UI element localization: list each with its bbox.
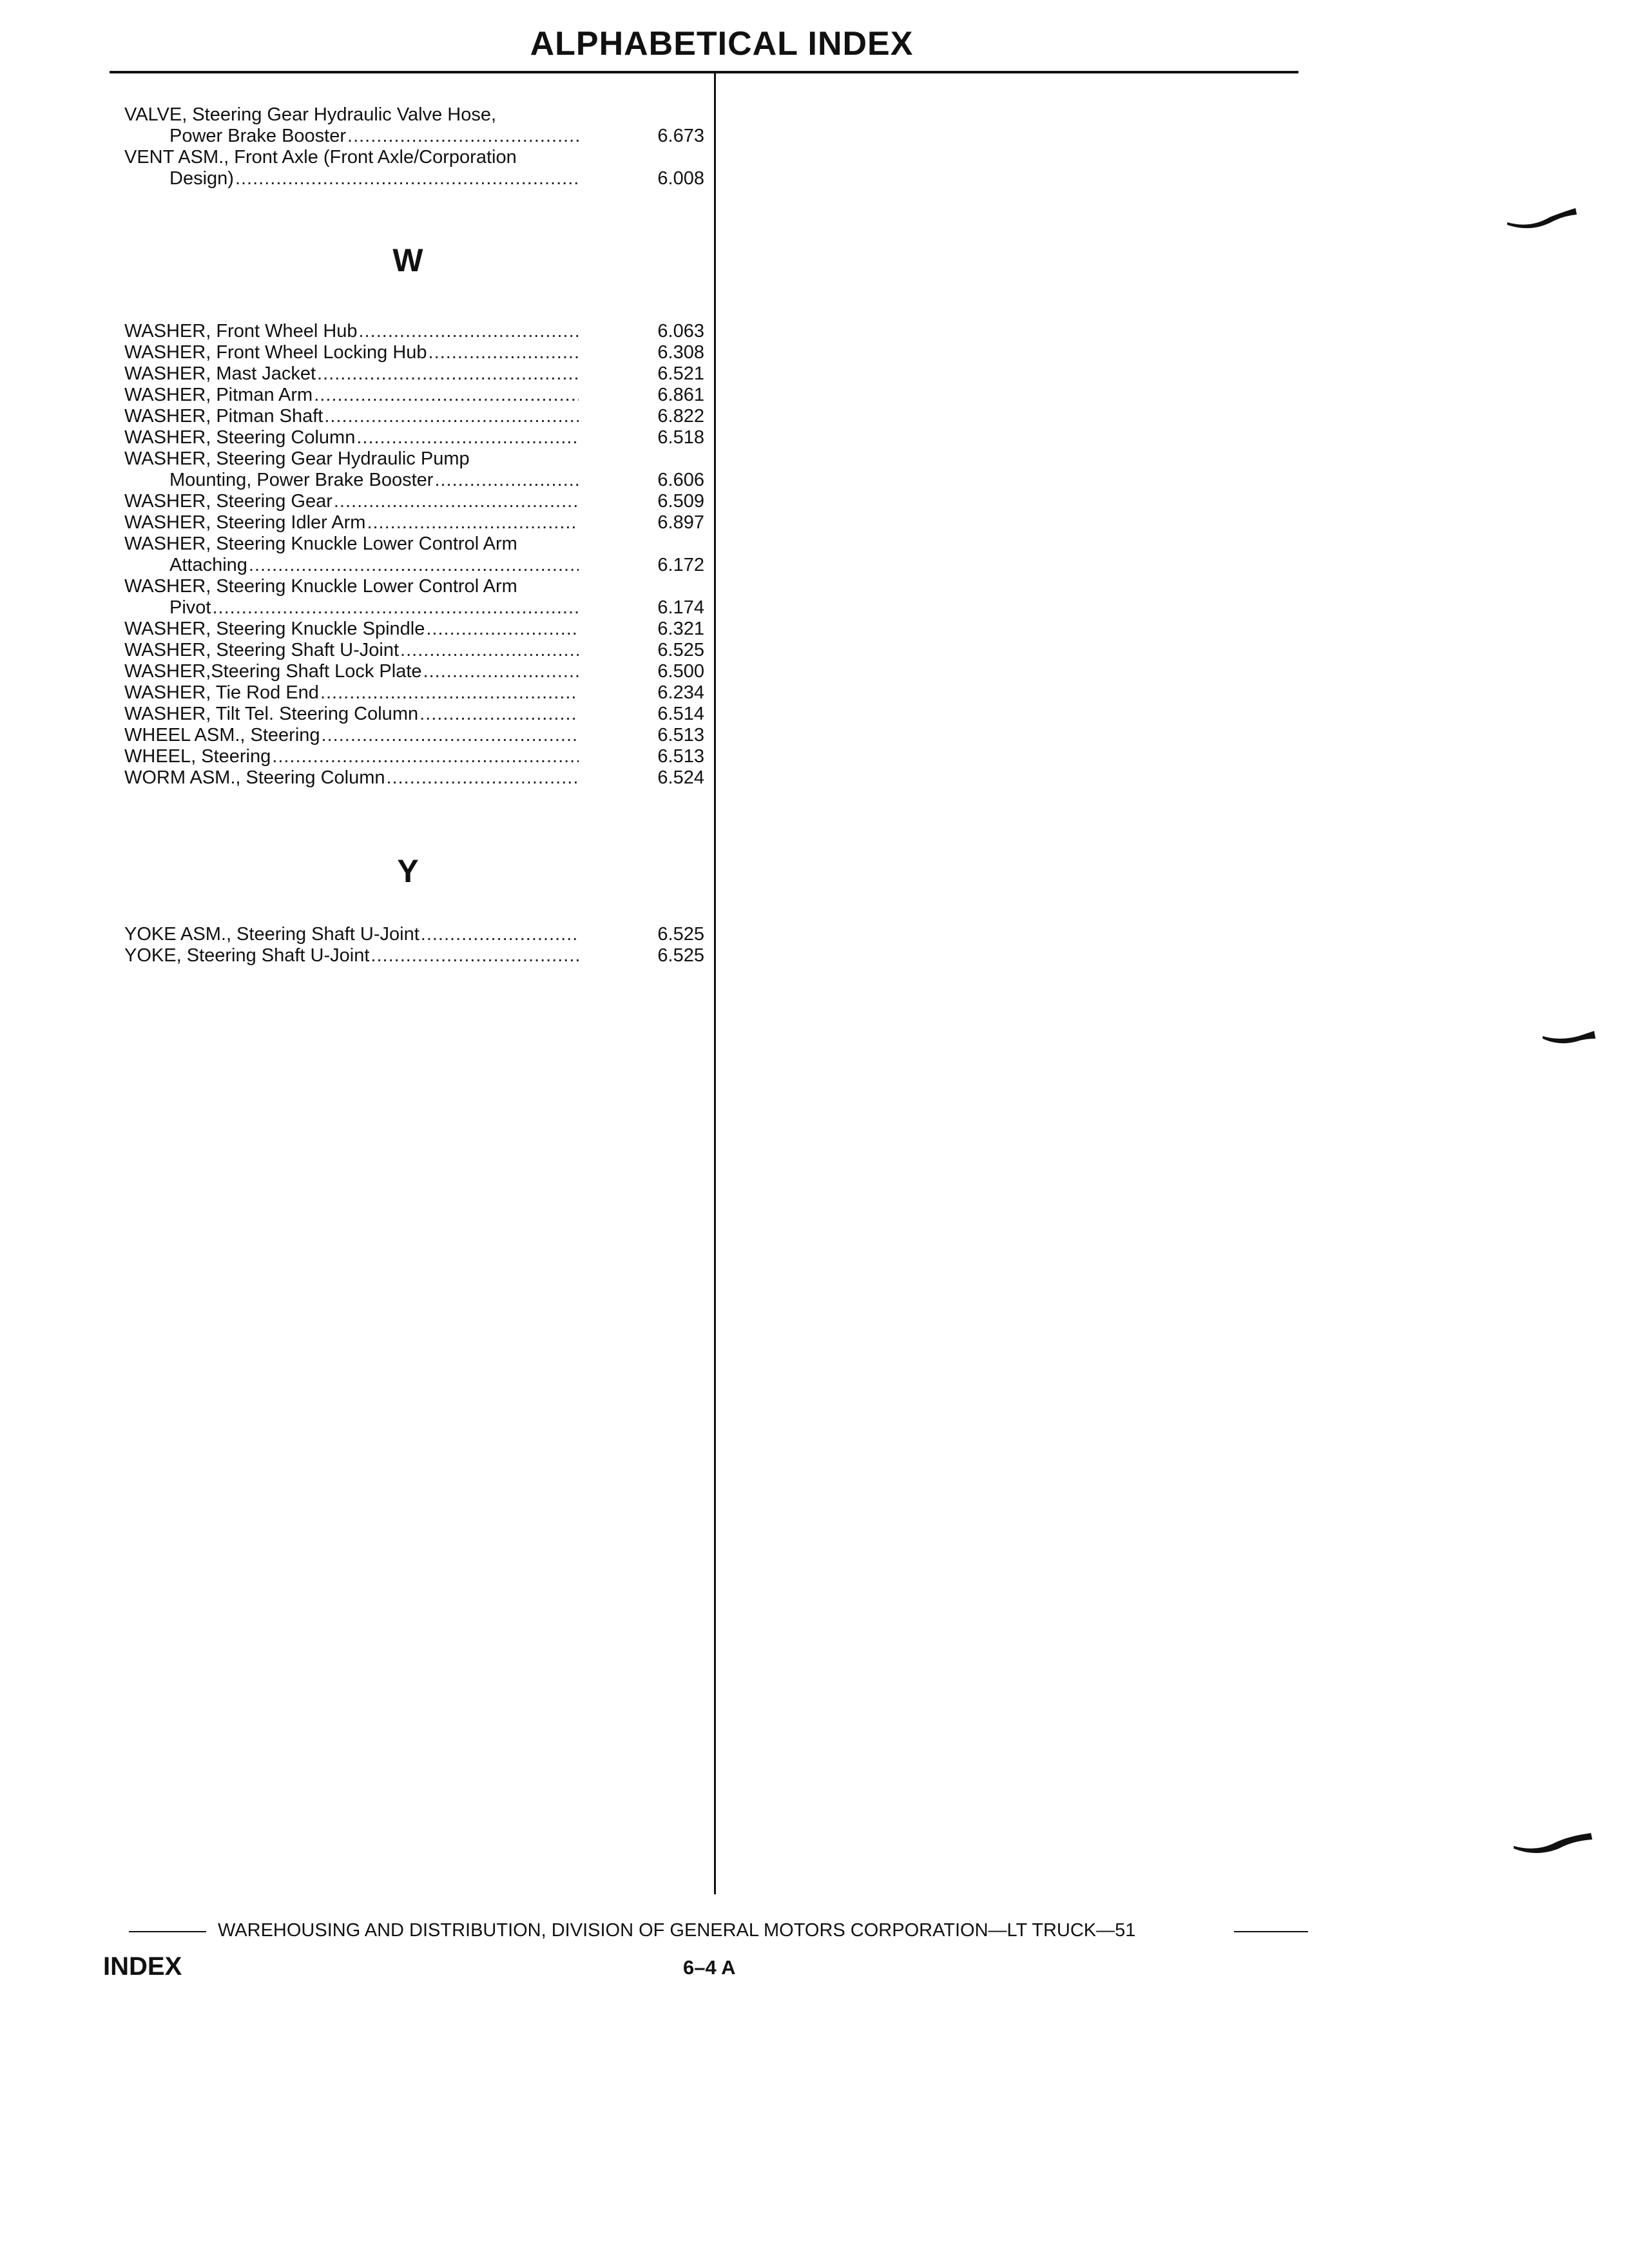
entry-last-line — [124, 321, 579, 342]
entry-page-ref: 6.525 — [657, 924, 704, 945]
entry-page-ref: 6.606 — [657, 470, 704, 490]
entry-page-ref: 6.509 — [657, 491, 704, 512]
entry-text: WHEEL ASM., Steering — [124, 725, 320, 745]
entry-last-line — [124, 555, 579, 576]
entry-text: WASHER, Steering Column — [124, 427, 356, 448]
entry-text: WHEEL, Steering — [124, 746, 271, 767]
entry-page-ref: 6.321 — [657, 619, 704, 639]
entry-page-ref: 6.897 — [657, 512, 704, 533]
index-entry — [124, 491, 704, 512]
entry-last-line — [124, 704, 579, 725]
entry-last-line — [124, 512, 579, 533]
entry-page-ref: 6.524 — [657, 767, 704, 788]
entry-page-ref: 6.513 — [657, 746, 704, 767]
index-entry — [124, 640, 704, 661]
entry-page-ref: 6.514 — [657, 704, 704, 724]
index-entry — [124, 767, 704, 789]
index-entry — [124, 385, 704, 406]
entry-text: Power Brake Booster — [169, 126, 347, 146]
entry-last-line — [124, 661, 579, 682]
entry-last-line — [124, 746, 579, 767]
binder-tab-mark-icon — [1505, 203, 1582, 235]
entry-last-line — [124, 385, 579, 406]
dot-leader — [314, 385, 579, 406]
entry-last-line — [124, 767, 579, 789]
entry-text: WASHER, Tie Rod End — [124, 682, 319, 703]
index-entry — [124, 104, 704, 147]
entry-text: Pivot — [169, 597, 211, 618]
index-column — [124, 104, 704, 966]
binder-tab-mark-icon — [1511, 1820, 1601, 1859]
dot-leader — [434, 470, 579, 491]
entry-page-ref: 6.513 — [657, 725, 704, 745]
entry-page-ref: 6.822 — [657, 406, 704, 427]
section-letter: Y — [397, 853, 419, 889]
footer-publisher: WAREHOUSING AND DISTRIBUTION, DIVISION OF GENERAL MOTORS CORPORATION—LT TRUCK—51 — [218, 1920, 1136, 1941]
dot-leader — [421, 924, 579, 945]
footer-dash-left — [129, 1931, 206, 1932]
entry-page-ref: 6.525 — [657, 640, 704, 660]
index-entry — [124, 924, 704, 945]
dot-leader — [334, 491, 579, 512]
entry-page-ref: 6.174 — [657, 597, 704, 618]
entry-last-line — [124, 725, 579, 746]
binder-tab-mark-icon — [1540, 1024, 1598, 1050]
page-title: ALPHABETICAL INDEX — [530, 25, 914, 62]
entry-text: Mounting, Power Brake Booster — [169, 470, 434, 490]
dot-leader — [356, 427, 579, 448]
entry-text: WASHER, Front Wheel Locking Hub — [124, 342, 427, 363]
dot-leader — [212, 597, 579, 619]
entry-page-ref: 6.525 — [657, 945, 704, 966]
entry-text: WORM ASM., Steering Column — [124, 767, 385, 788]
dot-leader — [322, 725, 579, 746]
section-letter: W — [392, 242, 423, 278]
index-entry — [124, 746, 704, 767]
dot-leader — [367, 512, 579, 533]
entry-last-line — [124, 406, 579, 427]
entry-last-line — [124, 470, 579, 491]
entry-page-ref: 6.308 — [657, 342, 704, 363]
index-section — [124, 852, 704, 966]
entry-last-line — [124, 491, 579, 512]
entry-last-line — [124, 682, 579, 704]
entry-last-line — [124, 342, 579, 363]
entry-text: WASHER, Steering Shaft U-Joint — [124, 640, 400, 660]
index-entry — [124, 661, 704, 682]
dot-leader — [317, 363, 579, 385]
entry-text: YOKE ASM., Steering Shaft U-Joint — [124, 924, 419, 945]
index-entry — [124, 147, 704, 189]
entry-text: WASHER, Tilt Tel. Steering Column — [124, 704, 419, 724]
index-section — [124, 104, 704, 189]
entry-text: WASHER, Pitman Arm — [124, 385, 313, 405]
entry-last-line — [124, 597, 579, 619]
index-entry — [124, 363, 704, 385]
dot-leader — [419, 704, 579, 725]
dot-leader — [423, 661, 579, 682]
entry-text: WASHER, Steering Gear Hydraulic Pump — [124, 448, 470, 469]
dot-leader — [426, 619, 579, 640]
entry-text: WASHER, Steering Knuckle Lower Control Arm — [124, 576, 517, 597]
index-entry — [124, 448, 704, 491]
entry-page-ref: 6.673 — [657, 126, 704, 146]
entry-last-line — [124, 363, 579, 385]
entry-text: Attaching — [169, 555, 247, 575]
dot-leader — [235, 168, 579, 189]
dot-leader — [359, 321, 579, 342]
entry-last-line — [124, 126, 579, 147]
footer-dash-right — [1234, 1931, 1308, 1932]
entry-page-ref: 6.063 — [657, 321, 704, 341]
entry-page-ref: 6.234 — [657, 682, 704, 703]
index-entry — [124, 704, 704, 725]
entry-text: WASHER, Steering Knuckle Lower Control Arm — [124, 533, 517, 554]
entry-last-line — [124, 168, 579, 189]
dot-leader — [371, 945, 579, 966]
footer-section-label: INDEX — [103, 1952, 182, 1981]
index-entry — [124, 321, 704, 342]
index-entry — [124, 427, 704, 448]
entry-last-line — [124, 945, 579, 966]
index-entry — [124, 512, 704, 533]
entry-last-line — [124, 640, 579, 661]
dot-leader — [387, 767, 579, 789]
entry-last-line — [124, 924, 579, 945]
entry-text: WASHER, Steering Idler Arm — [124, 512, 366, 533]
index-entry — [124, 682, 704, 704]
dot-leader — [320, 682, 579, 704]
index-entry — [124, 342, 704, 363]
entry-text: WASHER, Steering Gear — [124, 491, 333, 512]
index-entry — [124, 725, 704, 746]
index-entry — [124, 619, 704, 640]
entry-page-ref: 6.008 — [657, 168, 704, 189]
dot-leader — [324, 406, 579, 427]
entry-text: WASHER, Mast Jacket — [124, 363, 316, 384]
entry-last-line — [124, 427, 579, 448]
footer-page-number: 6–4 A — [683, 1956, 736, 1979]
entry-text: WASHER, Pitman Shaft — [124, 406, 323, 427]
entry-text: VALVE, Steering Gear Hydraulic Valve Hose, — [124, 104, 497, 125]
dot-leader — [272, 746, 579, 767]
entry-page-ref: 6.500 — [657, 661, 704, 682]
entry-last-line — [124, 619, 579, 640]
column-divider — [714, 72, 716, 1894]
dot-leader — [429, 342, 579, 363]
index-entry — [124, 945, 704, 966]
entry-text: VENT ASM., Front Axle (Front Axle/Corporation — [124, 147, 517, 168]
dot-leader — [400, 640, 579, 661]
index-section — [124, 241, 704, 789]
entry-text: YOKE, Steering Shaft U-Joint — [124, 945, 370, 966]
title-rule — [110, 71, 1298, 73]
entry-text: WASHER, Front Wheel Hub — [124, 321, 358, 341]
entry-text: Design) — [169, 168, 234, 189]
index-entry — [124, 533, 704, 576]
entry-text: WASHER, Steering Knuckle Spindle — [124, 619, 425, 639]
entry-page-ref: 6.172 — [657, 555, 704, 575]
dot-leader — [249, 555, 579, 576]
entry-text: WASHER,Steering Shaft Lock Plate — [124, 661, 422, 682]
entry-page-ref: 6.521 — [657, 363, 704, 384]
entry-page-ref: 6.861 — [657, 385, 704, 405]
index-entry — [124, 576, 704, 619]
index-entry — [124, 406, 704, 427]
entry-page-ref: 6.518 — [657, 427, 704, 448]
dot-leader — [347, 126, 579, 147]
